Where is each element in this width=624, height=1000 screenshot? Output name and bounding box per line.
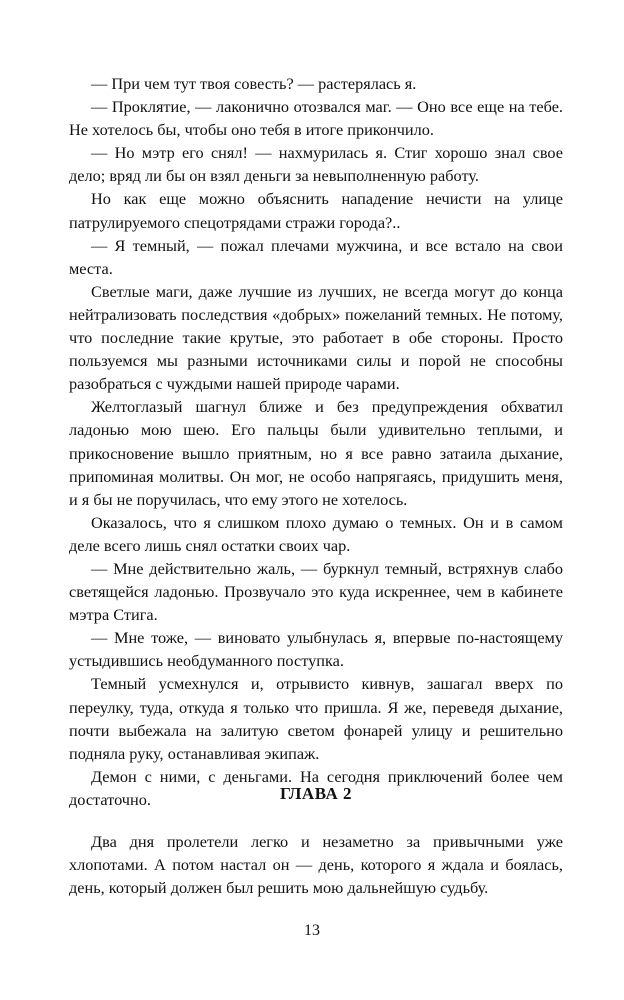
paragraph: — Но мэтр его снял! — нахмурилась я. Стиг хорошо знал свое дело; вряд ли бы он взял деньги за невыполненную работу. [69, 143, 563, 186]
paragraph: Темный усмехнулся и, отрывисто кивнув, зашагал вверх по переулку, туда, откуда я только что пришла. Я же, переведя дыхание, почти выбежала на залитую светом фонарей улицу и решительно подняла руку, останавливая экипаж. [69, 674, 563, 763]
paragraph: Желтоглазый шагнул ближе и без предупреждения обхватил ладонью мою шею. Его пальцы были удивительно теплыми, и прикосновение вышло приятным, но я все равно затаила дыхание, припоминая молитвы. Он мог, не особо напрягаясь, придушить меня, и я бы не поручилась, что ему этого не хотелось. [69, 397, 563, 509]
paragraph: — Я темный, — пожал плечами мужчина, и все встало на свои места. [69, 235, 563, 278]
book-page [69, 72, 563, 898]
text-block [69, 72, 563, 811]
paragraph: Но как еще можно объяснить нападение нечисти на улице патрулируемого спецотрядами стражи города?.. [69, 189, 563, 232]
paragraph: Демон с ними, с деньгами. На сегодня приключений более чем достаточно. [69, 766, 563, 809]
paragraph: — При чем тут твоя совесть? — растерялась я. [91, 74, 417, 93]
paragraph: Светлые маги, даже лучшие из лучших, не всегда могут до конца нейтрализовать последствия «добрых» пожеланий темных. Не потому, что последние такие крутые, это работает в обе стороны. Просто пользуемся мы разными источниками силы и порой не способны разобраться с чуждыми нашей природе чарами. [69, 281, 563, 394]
chapter-title: ГЛАВА 2 [280, 784, 352, 803]
paragraph: Оказалось, что я слишком плохо думаю о темных. Он и в самом деле всего лишь снял остатки своих чар. [69, 512, 563, 555]
page-number: 13 [304, 922, 320, 939]
paragraph: — Мне тоже, — виновато улыбнулась я, впервые по-настоящему устыдившись необдуманного поступка. [69, 628, 563, 671]
paragraph: — Мне действительно жаль, — буркнул темный, встряхнув слабо светящейся ладонью. Прозвучало это куда искреннее, чем в кабинете мэтра Стига. [69, 558, 563, 625]
paragraph: Два дня пролетели легко и незаметно за привычными уже хлопотами. А потом настал он — день, которого я ждала и боялась, день, который должен был решить мою дальнейшую судьбу. [69, 832, 563, 898]
chapter-text-block [69, 830, 563, 899]
paragraph: — Проклятие, — лаконично отозвался маг. — Оно все еще на тебе. Не хотелось бы, чтобы оно тебя в итоге прикончило. [69, 97, 563, 140]
